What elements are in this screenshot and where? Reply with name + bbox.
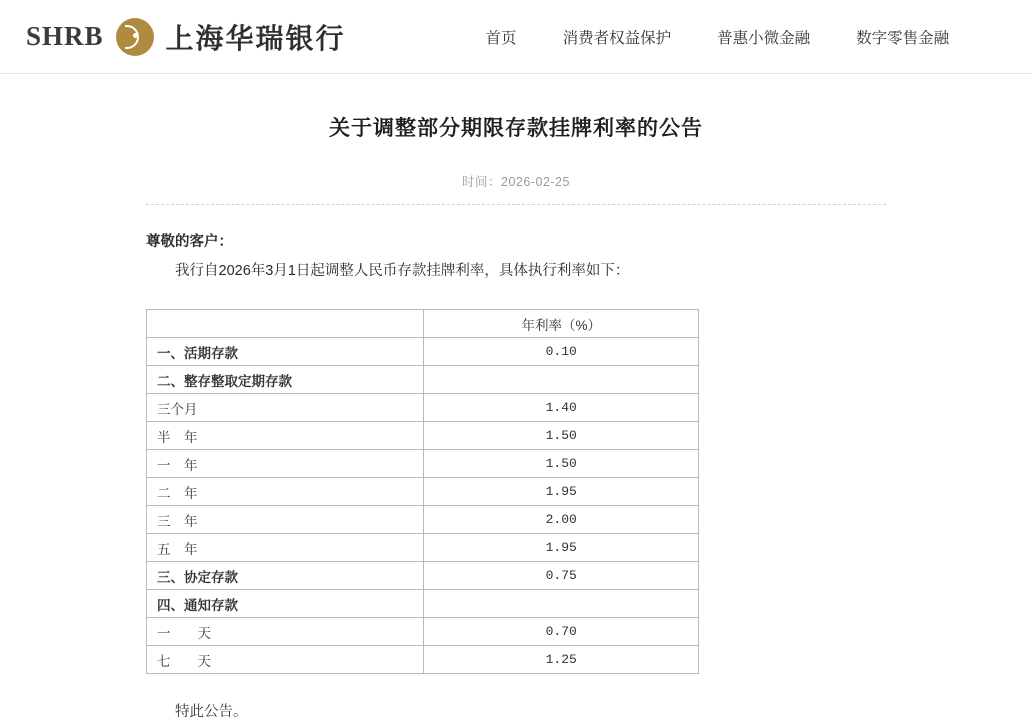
table-header-blank <box>147 310 424 338</box>
divider <box>146 204 886 205</box>
table-row <box>147 646 699 674</box>
table-header-rate: 年利率（%） <box>424 310 699 338</box>
row-value: 1.95 <box>424 478 699 506</box>
table-row <box>147 590 699 618</box>
brand-abbreviation: SHRB <box>26 21 104 51</box>
row-label: 七 天 <box>147 646 424 674</box>
table-row <box>147 506 699 534</box>
page-title: 关于调整部分期限存款挂牌利率的公告 <box>329 117 703 140</box>
nav-item-digital-retail-finance[interactable]: 数字零售金融 <box>856 29 950 47</box>
row-label: 二、整存整取定期存款 <box>147 366 424 394</box>
closing-statement: 特此公告。 <box>175 704 248 721</box>
row-value: 0.70 <box>424 618 699 646</box>
row-value: 1.40 <box>424 394 699 422</box>
row-label: 一、活期存款 <box>147 338 424 366</box>
brand-name: 上海华瑞银行 <box>165 23 346 55</box>
row-value: 0.75 <box>424 562 699 590</box>
table-body <box>147 310 699 674</box>
nav-item-consumer-protection[interactable]: 消费者权益保护 <box>562 29 672 47</box>
row-label: 四、通知存款 <box>147 590 424 618</box>
nav-item-home[interactable]: 首页 <box>485 29 517 47</box>
row-value: 2.00 <box>424 506 699 534</box>
table-row <box>147 338 699 366</box>
row-value: 1.25 <box>424 646 699 674</box>
shrb-logo-icon <box>116 18 154 56</box>
row-label: 一 年 <box>147 450 424 478</box>
row-value: 1.50 <box>424 450 699 478</box>
row-value: 1.50 <box>424 422 699 450</box>
row-value <box>424 590 699 618</box>
salutation: 尊敬的客户： <box>146 234 233 250</box>
publish-date: 时间：2026-02-25 <box>462 175 570 189</box>
nav-item-inclusive-finance[interactable]: 普惠小微金融 <box>717 29 811 47</box>
row-label: 三个月 <box>147 394 424 422</box>
table-row <box>147 366 699 394</box>
table-header-row <box>147 310 699 338</box>
row-label: 二 年 <box>147 478 424 506</box>
article-container <box>0 112 1032 721</box>
row-value: 1.95 <box>424 534 699 562</box>
row-label: 半 年 <box>147 422 424 450</box>
row-label: 三、协定存款 <box>147 562 424 590</box>
row-value: 0.10 <box>424 338 699 366</box>
table-row <box>147 422 699 450</box>
table-row <box>147 478 699 506</box>
site-header <box>0 0 1032 74</box>
table-row <box>147 618 699 646</box>
row-label: 三 年 <box>147 506 424 534</box>
brand-logo[interactable] <box>26 17 346 57</box>
intro-paragraph: 我行自2026年3月1日起调整人民币存款挂牌利率，具体执行利率如下： <box>175 263 630 280</box>
row-label: 五 年 <box>147 534 424 562</box>
deposit-rate-table <box>146 309 699 674</box>
table-row <box>147 394 699 422</box>
table-row <box>147 562 699 590</box>
row-label: 一 天 <box>147 618 424 646</box>
main-navigation <box>486 26 950 48</box>
table-row <box>147 534 699 562</box>
row-value <box>424 366 699 394</box>
table-row <box>147 450 699 478</box>
